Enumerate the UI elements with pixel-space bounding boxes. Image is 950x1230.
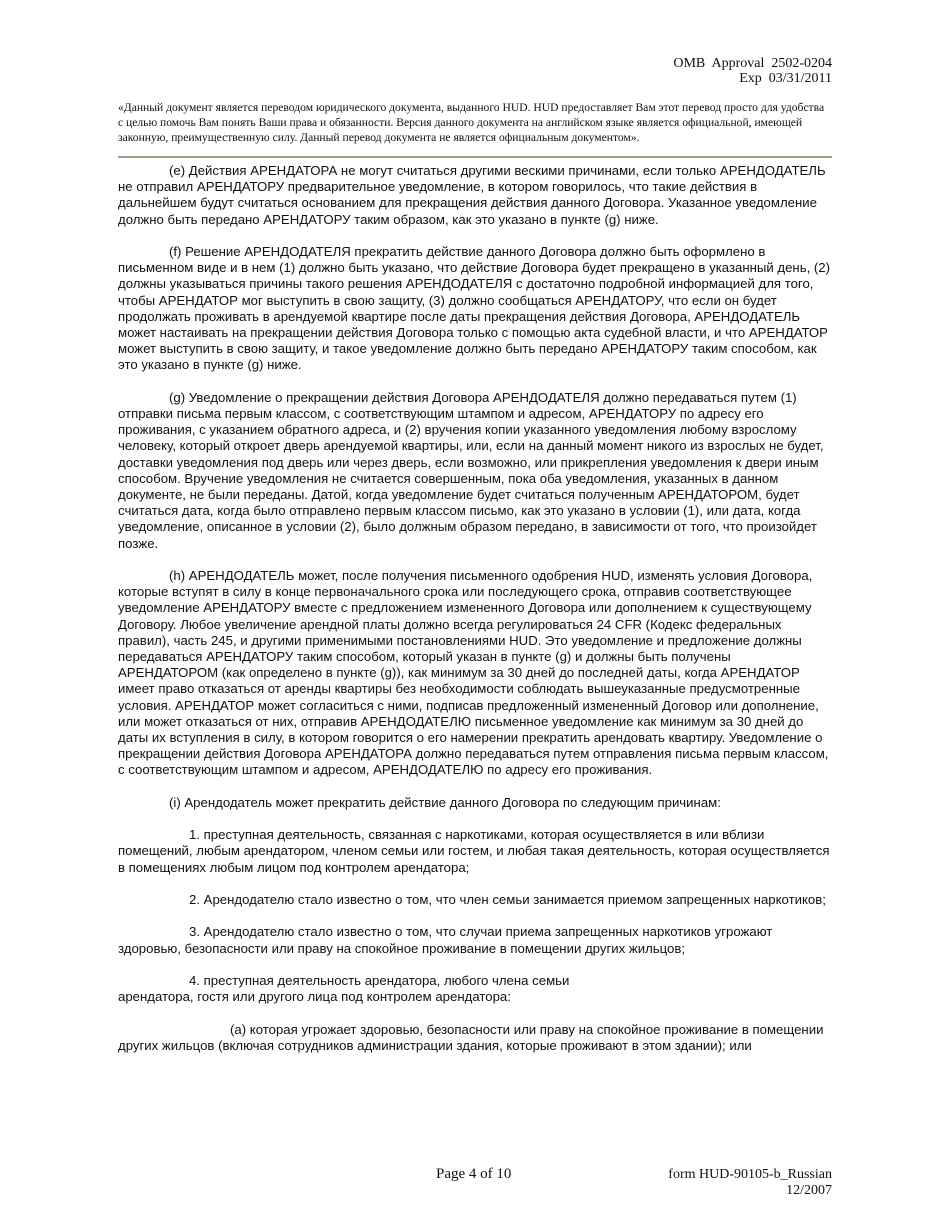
list-item-2: 2. Арендодателю стало известно о том, что член семьи занимается приемом запрещенных наркотиков; [189, 892, 826, 908]
omb-approval-block [673, 56, 832, 86]
document-body [118, 163, 832, 1070]
paragraph-h: (h) АРЕНДОДАТЕЛЬ может, после получения письменного одобрения HUD, изменять условия Договора, которые вступят в силу в конце первоначального срока или последующего срока, отправив соответствующее уведомление АРЕНДАТОРУ вместе с предложением измененного Договора или дополнением к существующему Договору. Любое увеличение арендной платы должно всегда регулироваться 24 CFR (Кодекс федеральных правил), часть 245, и другими применимыми постановлениями HUD. Это уведомление и предложение должны передаваться АРЕНДАТОРУ таким способом, который указан в пункте (g) и должны быть получены АРЕНДАТОРОМ (как определено в пункте (g)), как минимум за 30 дней до последней даты, когда АРЕНДАТОР имеет право отказаться от аренды квартиры без необходимости соблюдать вышеуказанные предусмотренные условия. АРЕНДАТОР может согласиться с ними, подписав предложенный измененный Договор или дополнение, или может отказаться от них, отправив АРЕНДОДАТЕЛЮ письменное уведомление как минимум за 30 дней до даты их вступления в силу, в котором говорится о его намерении прекратить арендовать квартиру. Уведомление о прекращении действия Договора АРЕНДАТОРА должно передаваться путем отправления письма первым классом, с соответствующим штампом и адресом, АРЕНДОДАТЕЛЮ по адресу его проживания. [118, 568, 829, 778]
omb-expiration: Exp 03/31/2011 [739, 71, 832, 86]
header-divider [118, 156, 832, 158]
list-item-1: 1. преступная деятельность, связанная с наркотиками, которая осуществляется в или вблизи помещений, любым арендатором, членом семьи или гостем, и любая такая деятельность, которая осуществляется в помещениях любым лицом под контролем арендатора; [118, 827, 830, 875]
form-identifier [668, 1167, 832, 1199]
page-number: Page 4 of 10 [436, 1166, 512, 1182]
paragraph-f: (f) Решение АРЕНДОДАТЕЛЯ прекратить действие данного Договора должно быть оформлено в письменном виде и в нем (1) должно быть указано, что действие Договора будет прекращено в указанный день, (2) должны указываться причины такого решения АРЕНДОДАТЕЛЯ с достаточно подробной информацией для того, чтобы АРЕНДАТОР мог выступить в свою защиту, (3) должно сообщаться АРЕНДАТОРУ, что если он будет продолжать проживать в арендуемой квартире после даты прекращения действия Договора, АРЕНДОДАТЕЛЬ может настаивать на прекращении действия Договора только с помощью акта судебной власти, и что АРЕНДАТОР может выступить в свою защиту, и такое уведомление должно быть передано АРЕНДАТОРУ таким способом, как это указано в пункте (g) ниже. [118, 244, 831, 373]
paragraph-i: (i) Арендодатель может прекратить действие данного Договора по следующим причинам: [169, 794, 721, 810]
list-item-4-line1: 4. преступная деятельность арендатора, любого члена семьи [189, 973, 570, 989]
paragraph-g: (g) Уведомление о прекращении действия Договора АРЕНДОДАТЕЛЯ должно передаваться путем (1) отправки письма первым классом, с соответствующим штампом и адресом, АРЕНДАТОРУ по адресу его проживания, с указанием обратного адреса, и (2) вручения копии указанного уведомления любому взрослому человеку, который откроет дверь арендуемой квартиры, или, если на данный момент никого из взрослых не будет, доставки уведомления под дверь или через дверь, если возможно, или прикрепления уведомления к двери иным способом. Вручение уведомления не считается совершенным, пока оба уведомления, указанных в данном документе, не были переданы. Датой, когда уведомление будет считаться полученным АРЕНДАТОРОМ, будет считаться дата, когда было отправлено первым классом письмо, как это указано в условии (1), или дата, когда уведомление, описанное в условии (2), было должным образом передано, в зависимости от того, что произойдет позже. [118, 389, 824, 551]
omb-approval-number: OMB Approval 2502-0204 [673, 56, 832, 71]
paragraph-e: (e) Действия АРЕНДАТОРА не могут считаться другими вескими причинами, если только АРЕНДОДАТЕЛЬ не отправил АРЕНДАТОРУ предварительное уведомление, в котором говорилось, что такие действия в дальнейшем будут считаться основанием для прекращения действия данного Договора. Указанное уведомление должно быть передано АРЕНДАТОРУ таким образом, как это указано в пункте (g) ниже. [118, 163, 826, 227]
list-item-4-line2: арендатора, гостя или другого лица под контролем арендатора: [118, 989, 511, 1005]
sub-item-4a: (a) которая угрожает здоровью, безопасности или праву на спокойное проживание в помещении других жильцов (включая сотрудников администрации здания, которые проживают в этом здании); или [118, 1021, 824, 1053]
form-number: form HUD-90105-b_Russian [668, 1167, 832, 1182]
translation-notice: «Данный документ является переводом юридического документа, выданного HUD. HUD предоставляет Вам этот перевод просто для удобства с целью помочь Вам понять Ваши права и обязанности. Версия данного документа на английском языке является официальной, имеющей законную, преимущественную силу. Данный перевод документа не является официальным документом». [118, 101, 825, 144]
list-item-4 [118, 973, 832, 1005]
list-item-3: 3. Арендодателю стало известно о том, что случаи приема запрещенных наркотиков угрожают здоровью, безопасности или праву на спокойное проживание в помещении других жильцов; [118, 924, 773, 956]
form-date: 12/2007 [786, 1183, 832, 1198]
